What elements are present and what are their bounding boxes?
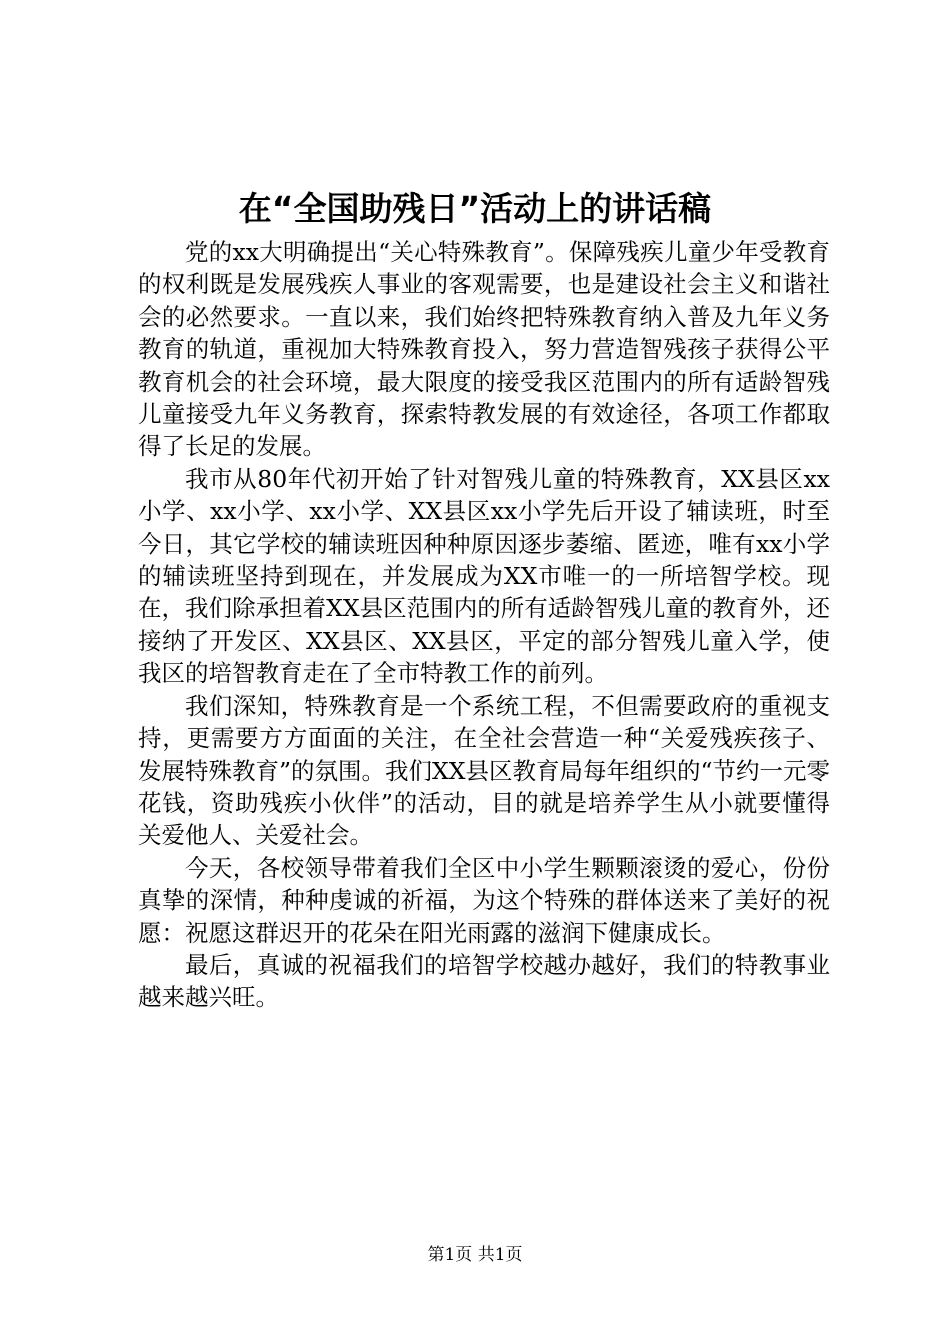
- paragraph-3: 我们深知，特殊教育是一个系统工程，不但需要政府的重视支持，更需要方方面面的关注，在全社会营造一种“关爱残疾孩子、发展特殊教育”的氛围。我们XX县区教育局每年组织的“节约一元零花钱，资助残疾小伙伴”的活动，目的就是培养学生从小就要懂得关爱他人、关爱社会。: [138, 691, 830, 850]
- page-footer: 第1页 共1页: [427, 1245, 523, 1265]
- paragraph-1: 党的xx大明确提出“关心特殊教育”。保障残疾儿童少年受教育的权利既是发展残疾人事业的客观需要，也是建设社会主义和谐社会的必然要求。一直以来，我们始终把特殊教育纳入普及九年义务教育的轨道，重视加大特殊教育投入，努力营造智残孩子获得公平教育机会的社会环境，最大限度的接受我区范围内的所有适龄智残儿童接受九年义务教育，探索特教发展的有效途径，各项工作都取得了长足的发展。: [138, 238, 830, 461]
- paragraph-5: 最后，真诚的祝福我们的培智学校越办越好，我们的特教事业越来越兴旺。: [138, 950, 830, 1012]
- document-body: [138, 236, 830, 1014]
- paragraph-2: 我市从80年代初开始了针对智残儿童的特殊教育，XX县区xx小学、xx小学、xx小学、XX县区xx小学先后开设了辅读班，时至今日，其它学校的辅读班因种种原因逐步萎缩、匿迹，唯有xx小学的辅读班坚持到现在，并发展成为XX市唯一的一所培智学校。现在，我们除承担着XX县区范围内的所有适龄智残儿童的教育外，还接纳了开发区、XX县区、XX县区，平定的部分智残儿童入学，使我区的培智教育走在了全市特教工作的前列。: [138, 464, 830, 688]
- paragraph-4: 今天，各校领导带着我们全区中小学生颗颗滚烫的爱心，份份真挚的深情，种种虔诚的祈福，为这个特殊的群体送来了美好的祝愿：祝愿这群迟开的花朵在阳光雨露的滋润下健康成长。: [138, 853, 830, 947]
- document-title: 在“全国助残日”活动上的讲话稿: [238, 189, 712, 228]
